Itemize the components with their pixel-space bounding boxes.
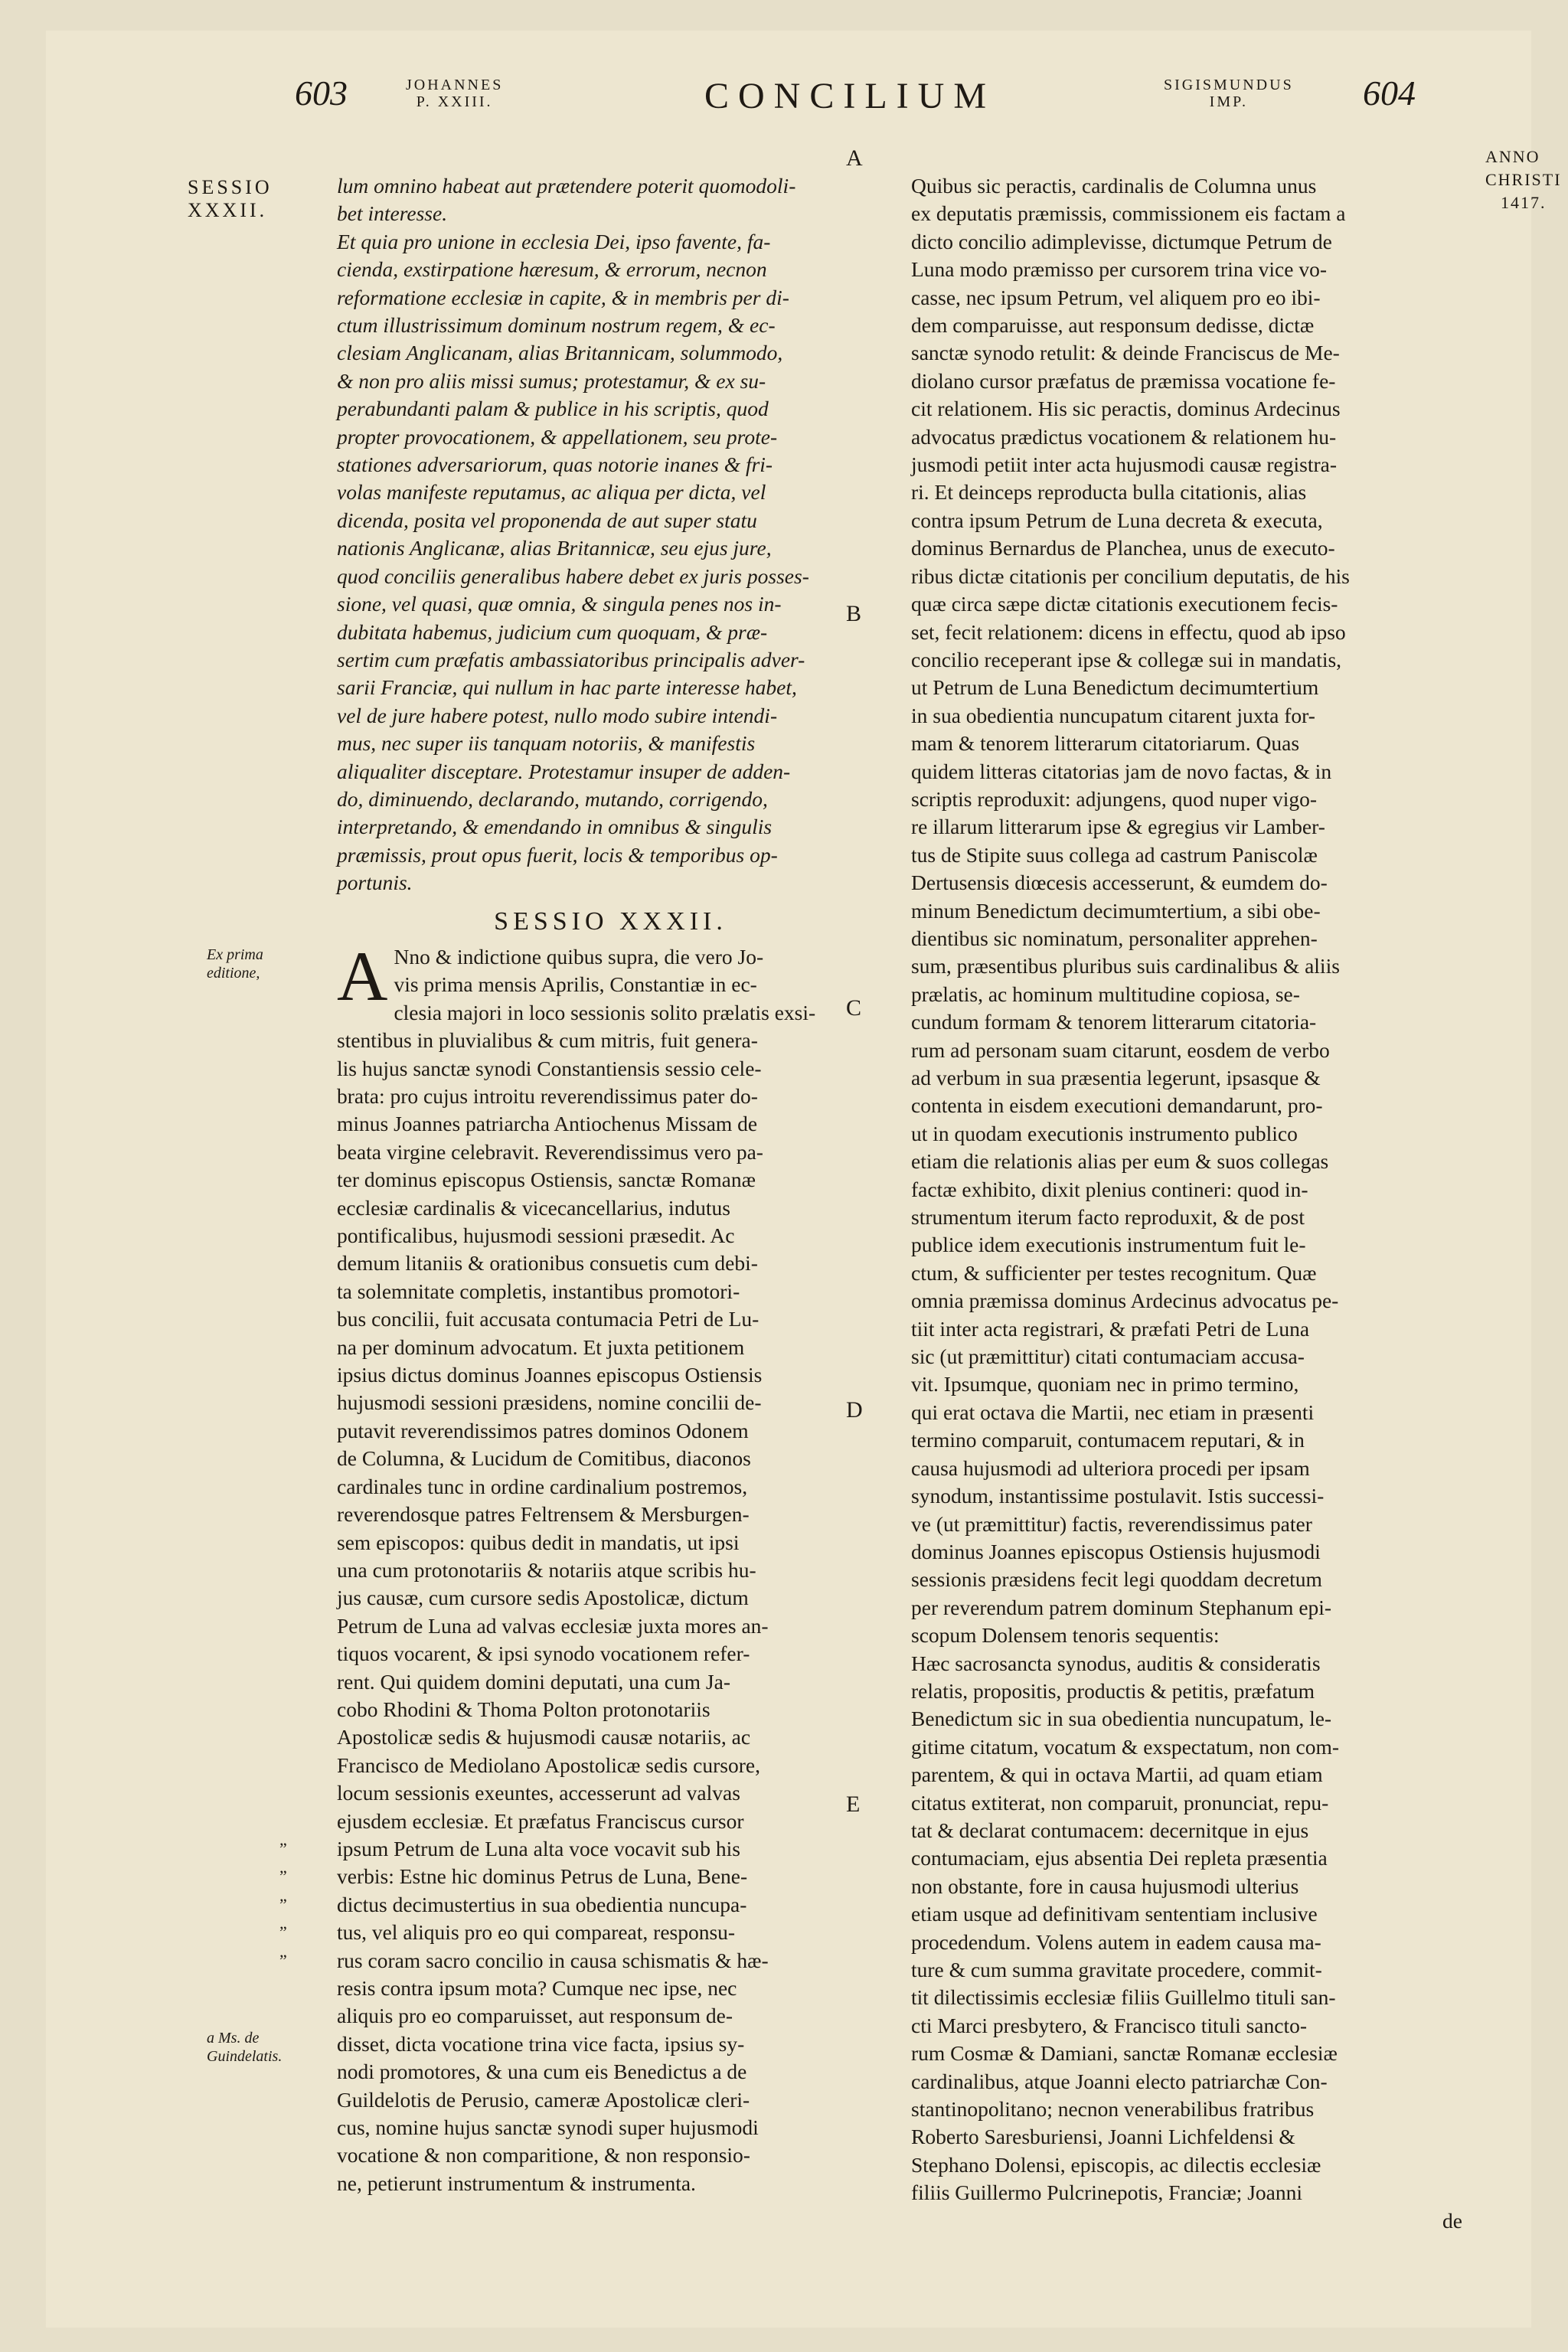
text-line: hujusmodi sessioni præsidens, nomine concilii de- bbox=[337, 1390, 762, 1415]
text-line: Petrum de Luna ad valvas ecclesiæ juxta mores an- bbox=[337, 1613, 769, 1638]
text-line: tiit inter acta registrari, & præfati Petri de Luna bbox=[911, 1316, 1310, 1341]
anno-margin-note bbox=[1485, 145, 1562, 214]
running-head-line: SIGISMUNDUS bbox=[1164, 77, 1294, 93]
text-line: cardinalibus, atque Joanni electo patriarchæ Con- bbox=[911, 2069, 1328, 2093]
text-line: ctum, & sufficienter per testes recognitum. Quæ bbox=[911, 1260, 1317, 1285]
text-line: rum ad personam suam citarunt, eosdem de verbo bbox=[911, 1037, 1330, 1062]
christi-label: CHRISTI bbox=[1485, 170, 1562, 189]
text-line: bet interesse. bbox=[337, 201, 448, 226]
text-line: beata virgine celebravit. Reverendissimus vero pa- bbox=[337, 1139, 763, 1164]
text-line: mam & tenorem litterarum citatoriarum. Quas bbox=[911, 731, 1300, 756]
text-line: una cum protonotariis & notariis atque scribis hu- bbox=[337, 1557, 756, 1582]
text-line: prælatis, ac hominum multitudine copiosa, se- bbox=[911, 982, 1300, 1006]
catchword: de bbox=[1442, 2208, 1462, 2233]
text-line: quod conciliis generalibus habere debet ex juris posses- bbox=[337, 564, 809, 588]
text-line: propter provocationem, & appellationem, seu prote- bbox=[337, 424, 778, 449]
text-line: stantinopolitano; necnon venerabilibus fratribus bbox=[911, 2097, 1315, 2122]
text-line: sic (ut præmittitur) citati contumaciam accusa- bbox=[911, 1344, 1305, 1369]
text-line: sanctæ synodo retulit: & deinde Franciscus de Me- bbox=[911, 341, 1340, 365]
text-line: omnia præmissa dominus Ardecinus advocatus pe- bbox=[911, 1289, 1339, 1313]
text-line: cienda, exstirpatione hæresum, & errorum, necnon bbox=[337, 257, 767, 282]
sessio-number: XXXII. bbox=[188, 199, 268, 221]
text-line: mus, nec super iis tanquam notoriis, & manifestis bbox=[337, 731, 756, 756]
text-line: tus, vel aliquis pro eo qui compareat, responsu- bbox=[337, 1920, 736, 1945]
text-line: resis contra ipsum mota? Cumque nec ipse, nec bbox=[337, 1976, 737, 2000]
section-letter: E bbox=[846, 1792, 861, 1817]
text-line: pontificalibus, hujusmodi sessioni præsedit. Ac bbox=[337, 1223, 735, 1248]
text-line: gitime citatum, vocatum & exspectatum, non com- bbox=[911, 1734, 1340, 1759]
text-line: portunis. bbox=[337, 871, 413, 895]
text-line: scriptis reproduxit: adjungens, quod nuper vigo- bbox=[911, 786, 1318, 811]
text-line: ter dominus episcopus Ostiensis, sanctæ Romanæ bbox=[337, 1168, 756, 1192]
text-line: cti Marci presbytero, & Francisco tituli sancto- bbox=[911, 2013, 1308, 2037]
text-line: lis hujus sanctæ synodi Constantiensis sessio cele- bbox=[337, 1056, 762, 1080]
ex-prima-note: Ex prima editione, bbox=[207, 946, 263, 982]
text-line: ne, petierunt instrumentum & instrumenta. bbox=[337, 2171, 696, 2195]
text-line: vit. Ipsumque, quoniam nec in primo termino, bbox=[911, 1372, 1299, 1396]
text-line: ut in quodam executionis instrumento publico bbox=[911, 1121, 1298, 1145]
text-line: tat & declarat contumacem: decernitque in ejus bbox=[911, 1818, 1309, 1842]
text-line: dem comparuisse, aut responsum dedisse, dictæ bbox=[911, 313, 1315, 338]
text-line: dubitata habemus, judicium cum quoquam, & præ- bbox=[337, 619, 768, 644]
anno-label: ANNO bbox=[1485, 147, 1540, 166]
text-line: strumentum iterum facto reproduxit, & de post bbox=[911, 1205, 1305, 1230]
text-line: rent. Qui quidem domini deputati, una cum Ja- bbox=[337, 1669, 730, 1694]
text-line: demum litaniis & orationibus consuetis cum debi- bbox=[337, 1251, 758, 1276]
page-title: CONCILIUM bbox=[704, 76, 995, 116]
text-line: Et quia pro unione in ecclesia Dei, ipso favente, fa- bbox=[337, 229, 771, 253]
section-letter: D bbox=[846, 1397, 863, 1423]
text-line: rum Cosmæ & Damiani, sanctæ Romanæ ecclesiæ bbox=[911, 2041, 1338, 2066]
text-line: ribus dictæ citationis per concilium deputatis, de his bbox=[911, 564, 1350, 588]
text-line: ejusdem ecclesiæ. Et præfatus Franciscus cursor bbox=[337, 1808, 744, 1833]
text-line: vocatione & non comparitione, & non responsio- bbox=[337, 2143, 750, 2167]
text-line: ve (ut præmittitur) factis, reverendissimus pater bbox=[911, 1511, 1312, 1536]
text-line: disset, dicta vocatione trina vice facta, ipsius sy- bbox=[337, 2031, 745, 2056]
text-line: procedendum. Volens autem in eadem causa ma- bbox=[911, 1929, 1321, 1954]
text-line: clesia majori in loco sessionis solito prælatis exsi- bbox=[394, 1000, 816, 1024]
text-line: publice idem executionis instrumentum fuit le- bbox=[911, 1233, 1306, 1257]
text-line: dientibus sic nominatum, personaliter apprehen- bbox=[911, 926, 1318, 950]
section-heading: SESSIO XXXII. bbox=[494, 906, 727, 936]
sessio-margin-note bbox=[188, 176, 273, 222]
running-head-line: P. XXIII. bbox=[416, 93, 493, 110]
text-line: sione, vel quasi, quæ omnia, & singula penes nos in- bbox=[337, 592, 782, 616]
text-line: casse, nec ipsum Petrum, vel aliquem pro eo ibi- bbox=[911, 285, 1321, 309]
book-page bbox=[46, 31, 1562, 2328]
text-line: Dertusensis diœcesis accesserunt, & eumdem do- bbox=[911, 871, 1328, 895]
text-line: ecclesiæ cardinalis & vicecancellarius, indutus bbox=[337, 1195, 730, 1220]
text-line: nationis Anglicanæ, alias Britannicæ, seu ejus jure, bbox=[337, 536, 772, 560]
text-line: ctum illustrissimum dominum nostrum regem, & ec- bbox=[337, 313, 776, 338]
sessio-label: SESSIO bbox=[188, 176, 273, 198]
text-line: cus, nomine hujus sanctæ synodi super hujusmodi bbox=[337, 2115, 759, 2140]
text-line: dicenda, posita vel proponenda de aut super statu bbox=[337, 508, 757, 532]
text-line: Stephano Dolensi, episcopis, ac dilectis ecclesiæ bbox=[911, 2152, 1321, 2177]
section-letter: A bbox=[846, 145, 863, 171]
text-line: cobo Rhodini & Thoma Polton protonotariis bbox=[337, 1697, 710, 1721]
text-line: aliqualiter disceptare. Protestamur insuper de adden- bbox=[337, 759, 791, 783]
text-line: quæ circa sæpe dictæ citationis executionem fecis- bbox=[911, 592, 1338, 616]
text-line: reverendosque patres Feltrensem & Mersburgen- bbox=[337, 1502, 750, 1527]
text-line: dominus Joannes episcopus Ostiensis hujusmodi bbox=[911, 1539, 1321, 1563]
text-line: lum omnino habeat aut prætendere poterit quomodoli- bbox=[337, 174, 796, 198]
text-line: re illarum litterarum ipse & egregius vir Lamber- bbox=[911, 815, 1325, 839]
text-line: rus coram sacro concilio in causa schismatis & hæ- bbox=[337, 1948, 769, 1972]
text-line: vel de jure habere potest, nullo modo subire intendi- bbox=[337, 703, 778, 727]
text-line: scopum Dolensem tenoris sequentis: bbox=[911, 1623, 1220, 1648]
text-line: Benedictum sic in sua obedientia nuncupatum, le- bbox=[911, 1707, 1332, 1731]
running-head-line: JOHANNES bbox=[406, 77, 504, 93]
running-head-line: IMP. bbox=[1209, 93, 1249, 110]
text-line: Roberto Saresburiensi, Joanni Lichfeldensi & bbox=[911, 2125, 1295, 2149]
text-line: jusmodi petiit inter acta hujusmodi causæ registra- bbox=[911, 452, 1337, 477]
text-line: synodum, instantissime postulavit. Istis successi- bbox=[911, 1484, 1325, 1508]
text-line: minum Benedictum decimumtertium, a sibi obe- bbox=[911, 898, 1321, 923]
text-line: clesiam Anglicanam, alias Britannicam, solummodo, bbox=[337, 341, 783, 365]
text-line: citatus extiterat, non comparuit, pronunciat, repu- bbox=[911, 1790, 1329, 1815]
text-line: na per dominum advocatum. Et juxta petitionem bbox=[337, 1334, 745, 1359]
text-line: filiis Guillermo Pulcrinepotis, Franciæ; Joanni bbox=[911, 2180, 1302, 2205]
section-letter: C bbox=[846, 995, 862, 1021]
text-line: do, diminuendo, declarando, mutando, corrigendo, bbox=[337, 786, 768, 811]
text-line: sarii Franciæ, qui nullum in hac parte interesse habet, bbox=[337, 675, 797, 700]
text-line: de Columna, & Lucidum de Comitibus, diaconos bbox=[337, 1446, 751, 1471]
text-line: contumaciam, ejus absentia Dei repleta præsentia bbox=[911, 1846, 1328, 1870]
text-line: dicto concilio adimplevisse, dictumque Petrum de bbox=[911, 229, 1332, 253]
text-line: stentibus in pluvialibus & cum mitris, fuit genera- bbox=[337, 1028, 758, 1053]
text-line: sessionis præsidens fecit legi quoddam decretum bbox=[911, 1567, 1322, 1592]
text-line: dictus decimustertius in sua obedientia nuncupa- bbox=[337, 1892, 747, 1916]
text-line: interpretando, & emendando in omnibus & singulis bbox=[337, 815, 773, 839]
text-line: relatis, propositis, productis & petitis, præfatum bbox=[911, 1678, 1315, 1703]
text-line: ture & cum summa gravitate procedere, commit- bbox=[911, 1958, 1322, 1981]
drop-cap: A bbox=[337, 936, 388, 1015]
text-line: Francisco de Mediolano Apostolicæ sedis cursore, bbox=[337, 1753, 760, 1777]
session-text bbox=[337, 936, 884, 2197]
text-line: reformatione ecclesiæ in capite, & in membris per di- bbox=[337, 285, 789, 309]
text-line: locum sessionis exeuntes, accesserunt ad valvas bbox=[337, 1781, 740, 1805]
text-line: ipsius dictus dominus Joannes episcopus Ostiensis bbox=[337, 1363, 763, 1387]
protestation-text bbox=[337, 172, 884, 897]
right-column bbox=[911, 172, 1462, 2235]
left-running-head bbox=[406, 77, 503, 110]
quote-marks: „ „ „ „ „ bbox=[279, 1830, 287, 1961]
right-running-head bbox=[1164, 77, 1294, 110]
text-line: Nno & indictione quibus supra, die vero Jo- bbox=[394, 944, 764, 969]
text-line: stationes adversariorum, quas notorie inanes & fri- bbox=[337, 452, 773, 477]
text-line: dominus Bernardus de Planchea, unus de executo- bbox=[911, 536, 1335, 560]
text-line: Luna modo præmisso per cursorem trina vice vo- bbox=[911, 257, 1327, 282]
left-page-number: 603 bbox=[295, 74, 348, 113]
text-line: jus causæ, cum cursore sedis Apostolicæ, dictum bbox=[337, 1586, 749, 1610]
text-line: brata: pro cujus introitu reverendissimus pater do- bbox=[337, 1084, 758, 1108]
text-line: sum, præsentibus pluribus suis cardinalibus & aliis bbox=[911, 954, 1340, 978]
text-line: minus Joannes patriarcha Antiochenus Missam de bbox=[337, 1112, 758, 1136]
text-line: non obstante, fore in causa hujusmodi ulterius bbox=[911, 1873, 1299, 1898]
text-line: ut Petrum de Luna Benedictum decimumtertium bbox=[911, 675, 1319, 700]
section-letter: B bbox=[846, 601, 862, 626]
text-line: parentem, & qui in octava Martii, ad quam etiam bbox=[911, 1762, 1323, 1787]
text-line: volas manifeste reputamus, ac aliqua per dicta, vel bbox=[337, 480, 766, 505]
text-line: factæ exhibito, dixit plenius contineri: quod in- bbox=[911, 1177, 1308, 1201]
left-column bbox=[337, 172, 884, 2197]
year-label: 1417. bbox=[1501, 193, 1547, 212]
session-body bbox=[337, 936, 884, 2197]
text-line: ta solemnitate completis, instantibus promotori- bbox=[337, 1279, 740, 1303]
text-line: set, fecit relationem: dicens in effectu, quod ab ipso bbox=[911, 619, 1346, 644]
text-line: aliquis pro eo comparuisset, aut responsum de- bbox=[337, 2004, 733, 2028]
text-line: Quibus sic peractis, cardinalis de Columna unus bbox=[911, 174, 1317, 198]
text-line: perabundanti palam & publice in his scriptis, quod bbox=[337, 397, 769, 421]
text-line: contra ipsum Petrum de Luna decreta & executa, bbox=[911, 508, 1323, 532]
text-line: ipsum Petrum de Luna alta voce vocavit sub his bbox=[337, 1836, 740, 1860]
text-line: ad verbum in sua præsentia legerunt, ipsasque & bbox=[911, 1066, 1321, 1089]
right-body-text bbox=[911, 172, 1462, 2207]
text-line: cit relationem. His sic peractis, dominus Ardecinus bbox=[911, 397, 1341, 421]
text-line: sertim cum præfatis ambassiatoribus principalis adver- bbox=[337, 647, 805, 671]
text-line: contenta in eisdem executioni demandarunt, pro- bbox=[911, 1093, 1323, 1118]
text-line: sem episcopos: quibus dedit in mandatis, ut ipsi bbox=[337, 1530, 740, 1554]
text-line: tiquos vocarent, & ipsi synodo vocationem refer- bbox=[337, 1642, 750, 1666]
text-line: quidem litteras citatorias jam de novo factas, & in bbox=[911, 759, 1332, 783]
text-line: in sua obedientia nuncupatum citarent juxta for- bbox=[911, 703, 1315, 727]
text-line: cardinales tunc in ordine cardinalium postremos, bbox=[337, 1474, 748, 1498]
text-line: vis prima mensis Aprilis, Constantiæ in ec- bbox=[394, 972, 757, 997]
right-page-number: 604 bbox=[1363, 74, 1416, 113]
ms-note: a Ms. de Guindelatis. bbox=[207, 2030, 283, 2065]
text-line: tus de Stipite suus collega ad castrum Paniscolæ bbox=[911, 842, 1318, 867]
text-line: causa hujusmodi ad ulteriora procedi per ipsam bbox=[911, 1455, 1310, 1480]
text-line: bus concilii, fuit accusata contumacia Petri de Lu- bbox=[337, 1307, 760, 1331]
text-line: qui erat octava die Martii, nec etiam in præsenti bbox=[911, 1400, 1315, 1424]
text-line: etiam die relationis alias per eum & suos collegas bbox=[911, 1149, 1329, 1174]
text-line: Apostolicæ sedis & hujusmodi causæ notariis, ac bbox=[337, 1725, 751, 1749]
text-line: concilio receperant ipse & collegæ sui in mandatis, bbox=[911, 647, 1342, 671]
text-line: advocatus prædictus vocationem & relationem hu- bbox=[911, 424, 1337, 449]
text-line: etiam usque ad definitivam sententiam inclusive bbox=[911, 1902, 1318, 1926]
text-line: verbis: Estne hic dominus Petrus de Luna, Bene- bbox=[337, 1864, 748, 1889]
text-line: putavit reverendissimos patres dominos Odonem bbox=[337, 1418, 749, 1442]
text-line: tit dilectissimis ecclesiæ filiis Guillelmo tituli san- bbox=[911, 1985, 1336, 2010]
text-line: per reverendum patrem dominum Stephanum epi- bbox=[911, 1595, 1332, 1619]
text-line: & non pro aliis missi sumus; protestamur, & ex su- bbox=[337, 368, 766, 393]
text-line: ri. Et deinceps reproducta bulla citationis, alias bbox=[911, 480, 1307, 505]
text-line: termino comparuit, contumacem reputari, & in bbox=[911, 1428, 1305, 1452]
text-line: nodi promotores, & una cum eis Benedictus a de bbox=[337, 2060, 747, 2084]
text-line: cundum formam & tenorem litterarum citatoria- bbox=[911, 1010, 1317, 1034]
text-line: ex deputatis præmissis, commissionem eis factam a bbox=[911, 201, 1346, 226]
text-line: diolano cursor præfatus de præmissa vocatione fe- bbox=[911, 368, 1336, 393]
text-line: Guildelotis de Perusio, cameræ Apostolicæ cleri- bbox=[337, 2087, 750, 2112]
text-line: Hæc sacrosancta synodus, auditis & consideratis bbox=[911, 1651, 1321, 1675]
text-line: præmissis, prout opus fuerit, locis & temporibus op- bbox=[337, 842, 778, 867]
